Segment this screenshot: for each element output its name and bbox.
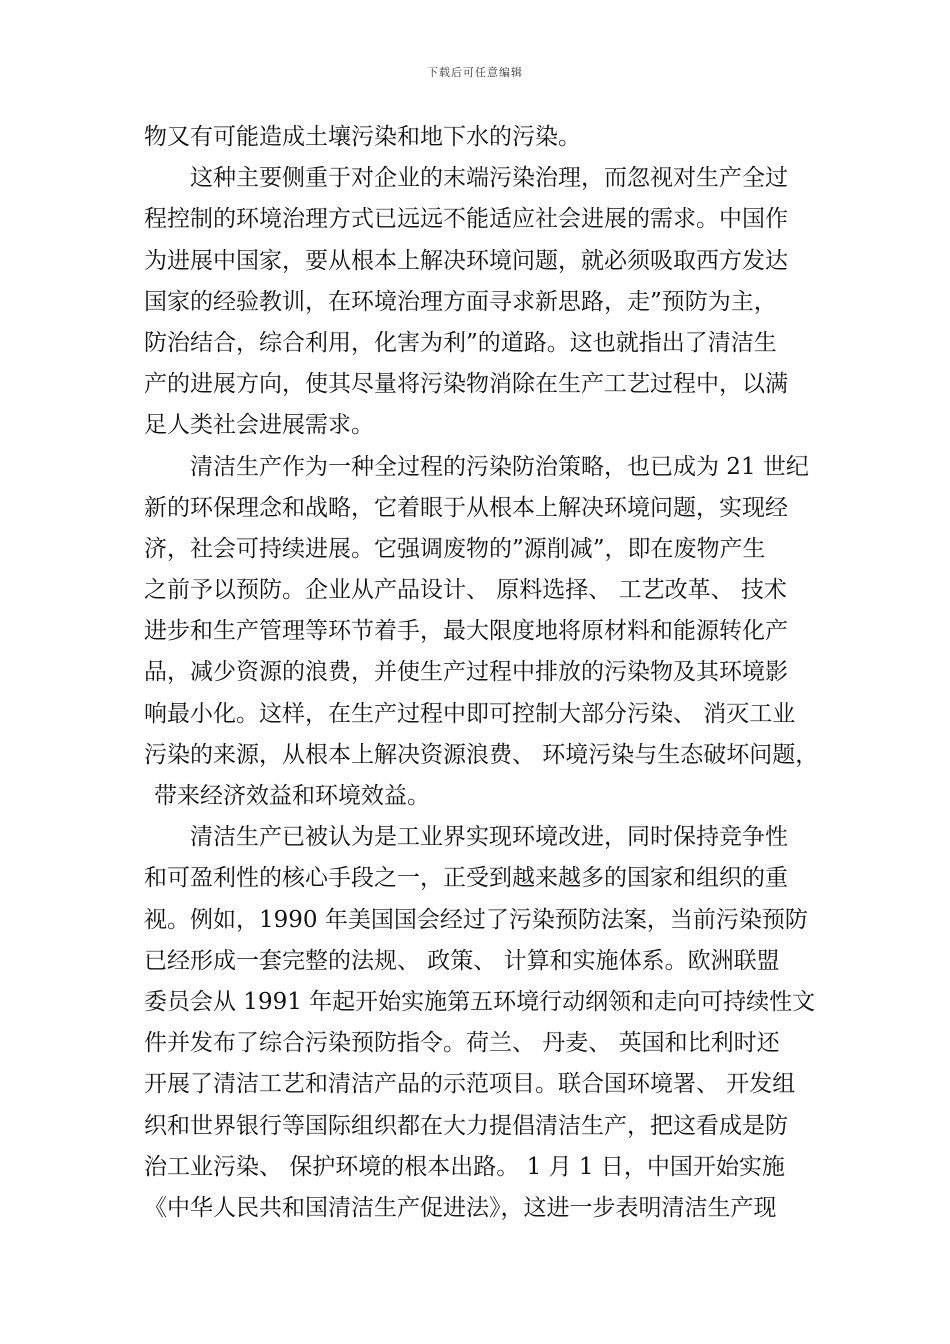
text-line: 治工业污染、 保护环境的根本出路。 1 月 1 日，中国开始实施 — [144, 1153, 785, 1180]
document-body — [144, 117, 819, 1229]
text-line: 已经形成一套完整的法规、 政策、 计算和实施体系。欧洲联盟 — [144, 947, 780, 974]
text-line: 产的进展方向，使其尽量将污染物消除在生产工艺过程中，以满 — [144, 371, 788, 398]
text-line: 污染的来源，从根本上解决资源浪费、 环境污染与生态破坏问题， — [144, 741, 819, 768]
text-line: 国家的经验教训，在环境治理方面寻求新思路，走”预防为主， — [144, 288, 777, 315]
text-line: 为进展中国家，要从根本上解决环境问题，就必须吸取西方发达 — [144, 247, 788, 274]
text-line: 新的环保理念和战略，它着眼于从根本上解决环境问题，实现经 — [144, 494, 788, 521]
text-line: 响最小化。这样，在生产过程中即可控制大部分污染、 消灭工业 — [144, 700, 796, 727]
text-line: 济，社会可持续进展。它强调废物的”源削减”，即在废物产生 — [144, 535, 766, 562]
text-line: 足人类社会进展需求。 — [144, 412, 374, 439]
text-line: 物又有可能造成土壤污染和地下水的污染。 — [144, 124, 581, 150]
text-line: 进步和生产管理等环节着手，最大限度地将原材料和能源转化产 — [144, 618, 788, 645]
text-line: 程控制的环境治理方式已远远不能适应社会进展的需求。中国作 — [144, 206, 788, 233]
text-line: 织和世界银行等国际组织都在大力提倡清洁生产，把这看成是防 — [144, 1112, 788, 1139]
text-line: 委员会从 1991 年起开始实施第五环境行动纲领和走向可持续性文 — [144, 988, 816, 1015]
text-line: 清洁生产作为一种全过程的污染防治策略，也已成为 21 世纪 — [190, 453, 809, 480]
text-line: 件并发布了综合污染预防指令。荷兰、 丹麦、 英国和比利时还 — [144, 1030, 780, 1057]
page-header: 下载后可任意编辑 — [427, 66, 523, 79]
text-line: 和可盈利性的核心手段之一，正受到越来越多的国家和组织的重 — [144, 865, 788, 892]
text-line: 开展了清洁工艺和清洁产品的示范项目。联合国环境署、 开发组 — [144, 1071, 796, 1098]
text-line: 这种主要侧重于对企业的末端污染治理，而忽视对生产全过 — [190, 165, 788, 192]
text-line: 视。例如，1990 年美国国会经过了污染预防法案，当前污染预防 — [144, 906, 808, 933]
text-line: 带来经济效益和环境效益。 — [154, 783, 430, 809]
text-line: 《中华人民共和国清洁生产促进法》，这进一步表明清洁生产现 — [144, 1194, 777, 1221]
text-line: 品，减少资源的浪费，并使生产过程中排放的污染物及其环境影 — [144, 659, 788, 686]
text-line: 防治结合，综合利用，化害为利”的道路。这也就指出了清洁生 — [144, 329, 777, 356]
text-line: 清洁生产已被认为是工业界实现环境改进，同时保持竞争性 — [190, 824, 788, 851]
text-line: 之前予以预防。企业从产品设计、 原料选择、 工艺改革、 技术 — [144, 577, 787, 604]
